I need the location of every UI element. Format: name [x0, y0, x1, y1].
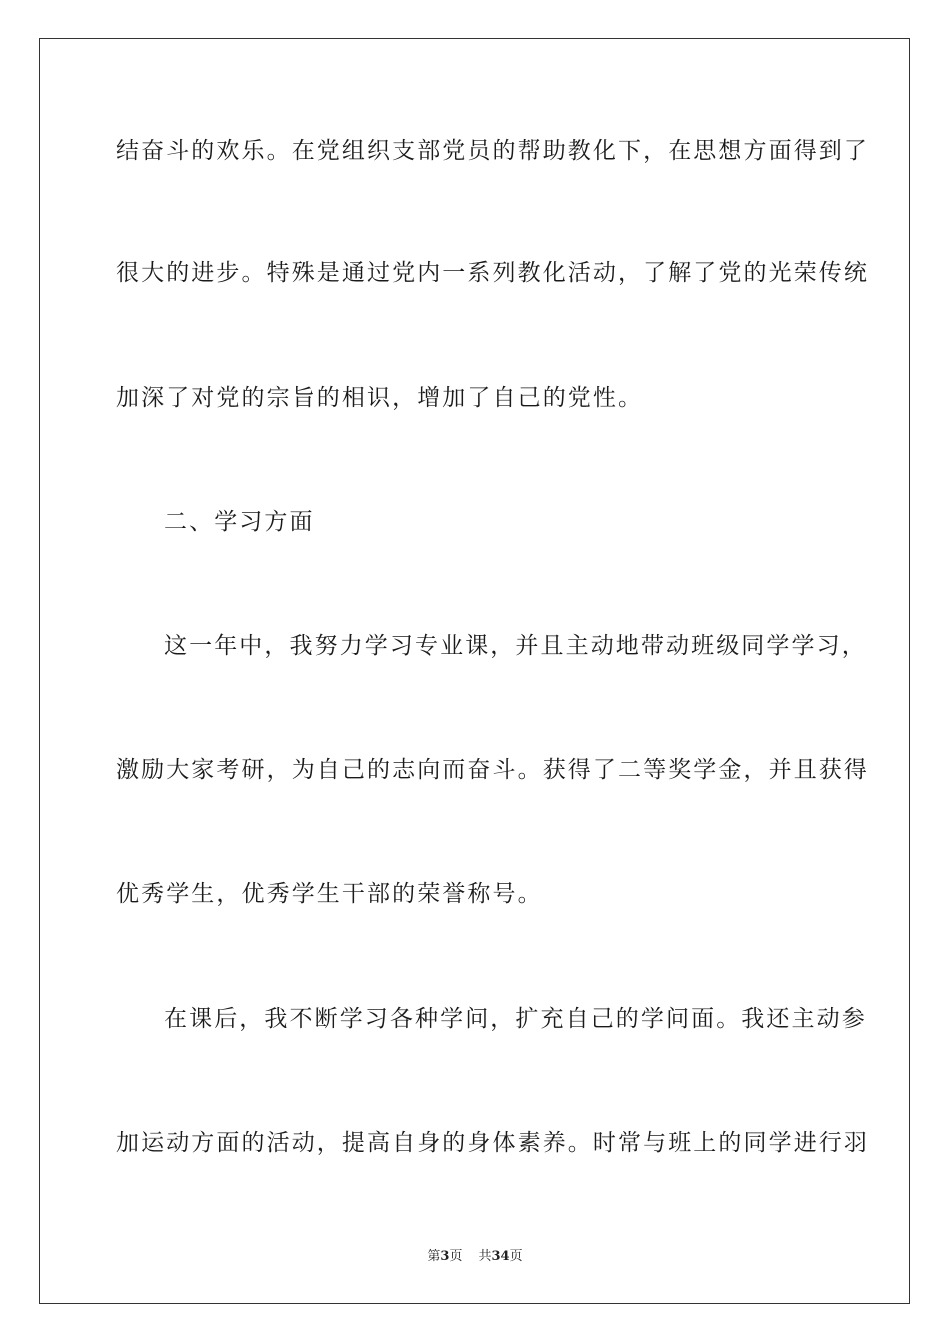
body-text-line: 这一年中，我努力学习专业课，并且主动地带动班级同学学习，: [164, 633, 867, 659]
body-text-line: 加深了对党的宗旨的相识，增加了自己的党性。: [116, 385, 644, 411]
section-heading: 二、学习方面: [164, 509, 315, 535]
body-text-line: 优秀学生，优秀学生干部的荣誉称号。: [116, 881, 543, 907]
page-number-footer: [0, 1249, 950, 1265]
body-text-line: 加运动方面的活动，提高自身的身体素养。时常与班上的同学进行羽: [116, 1130, 869, 1156]
current-page-number: 3: [440, 1249, 450, 1264]
total-prefix: 共: [478, 1249, 492, 1264]
body-text-line: 结奋斗的欢乐。在党组织支部党员的帮助教化下，在思想方面得到了: [116, 138, 869, 164]
body-text-line: 很大的进步。特殊是通过党内一系列教化活动，了解了党的光荣传统: [116, 260, 869, 286]
total-suffix: 页: [509, 1249, 523, 1264]
body-text-line: 激励大家考研，为自己的志向而奋斗。获得了二等奖学金，并且获得: [116, 757, 869, 783]
body-text-line: 在课后，我不断学习各种学问，扩充自己的学问面。我还主动参: [164, 1006, 867, 1032]
page-prefix: 第: [427, 1249, 441, 1264]
page-frame: [39, 38, 910, 1304]
total-page-count: 34: [491, 1249, 510, 1264]
page-suffix: 页: [449, 1249, 463, 1264]
